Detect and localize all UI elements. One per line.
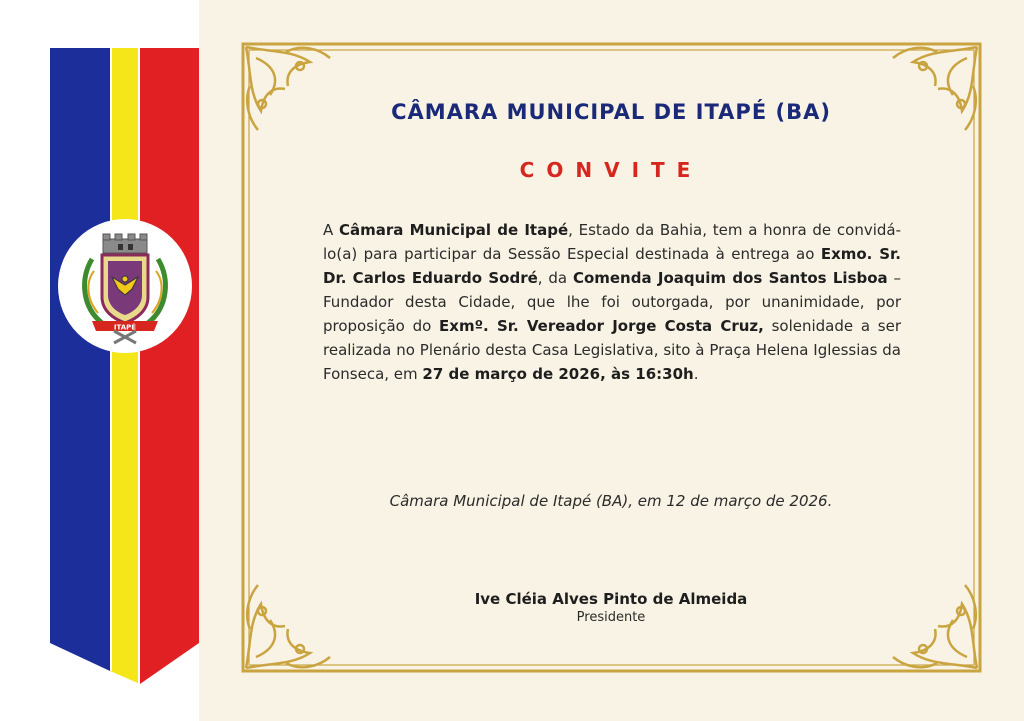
emblem-seal (58, 219, 192, 353)
issue-date-line: Câmara Municipal de Itapé (BA), em 12 de março de 2026. (389, 492, 833, 510)
invitation-heading: CONVITE (519, 158, 703, 182)
invitation-content (243, 40, 979, 680)
body-text: – Fundador desta Cidade, que lhe foi outorgada, por unanimidade, por proposição do (323, 269, 901, 335)
body-text: . (693, 365, 699, 383)
signer-name: Ive Cléia Alves Pinto de Almeida (474, 590, 748, 608)
body-text: A (323, 221, 339, 239)
body-bold-award: Comenda Joaquim dos Santos Lisboa (572, 269, 888, 287)
invitation-body (323, 218, 901, 386)
emblem-banner-text: ITAPÉ (113, 323, 137, 332)
body-text: , Estado da Bahia, tem a honra de convidá-lo(a) para participar da Sessão Especial destinada à entrega ao (323, 221, 902, 263)
body-text: , da (537, 269, 573, 287)
body-bold-datetime: 27 de março de 2026, às 16:30h (422, 365, 694, 383)
body-text: solenidade a ser realizada no Plenário desta Casa Legislativa, sito à Praça Helena Iglessias da Fonseca, em (323, 317, 902, 383)
body-bold-proposer: Exmº. Sr. Vereador Jorge Costa Cruz, (439, 317, 764, 335)
signer-role: Presidente (576, 610, 646, 625)
body-bold-honoree: Exmo. Sr. Dr. Carlos Eduardo Sodré (323, 245, 901, 287)
page-title: CÂMARA MUNICIPAL DE ITAPÉ (BA) (391, 100, 831, 124)
body-bold-chamber: Câmara Municipal de Itapé (339, 221, 569, 239)
flag-stripe-red (140, 48, 199, 684)
flag-stripe-blue (50, 48, 110, 671)
flag-stripe-yellow (110, 48, 140, 684)
city-coat-of-arms-icon (58, 219, 192, 353)
